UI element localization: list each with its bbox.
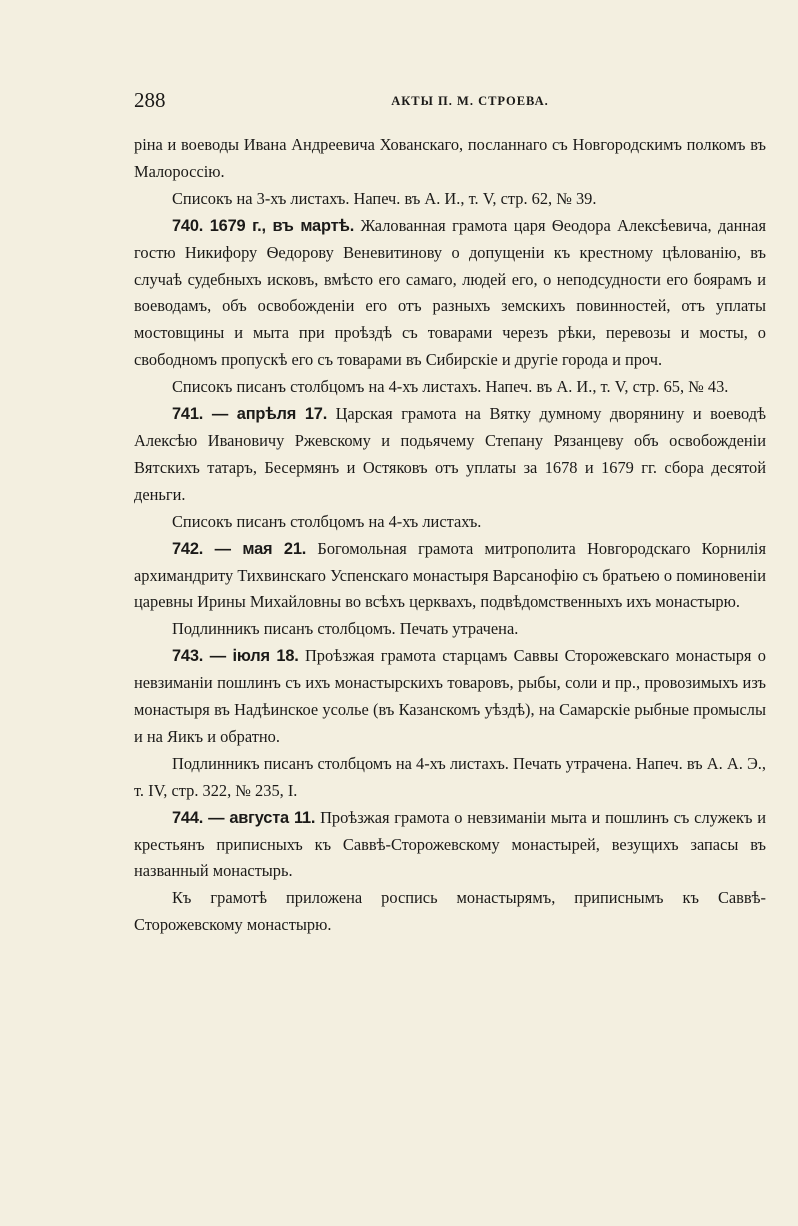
entry-744 [134, 805, 766, 886]
entry-heading: 743. — іюля 18. [172, 647, 299, 666]
document-page [134, 88, 766, 939]
running-head: АКТЫ П. М. СТРОЕВА. [391, 94, 549, 108]
entry-text: Царская грамота на Вятку думному дворянину и воеводѣ Алексѣю Ивановичу Ржевскому и подьячему Степану Рязанцеву объ освобожденіи Вятскихъ татаръ, Бесермянъ и Остяковъ отъ уплаты за 1678 и 1679 гг. сбора десятой деньги. [134, 404, 766, 504]
paragraph-text: Списокъ писанъ столбцомъ на 4-хъ листахъ. [172, 511, 482, 531]
paragraph-source-note [134, 186, 766, 213]
paragraph-source-note [134, 885, 766, 939]
entry-heading: 740. 1679 г., въ мартѣ. [172, 216, 355, 235]
entry-text: Жалованная грамота царя Ѳеодора Алексѣевича, данная гостю Никифору Ѳедорову Веневитинову о допущеніи къ крестному цѣлованію, въ случаѣ судебныхъ исковъ, вмѣсто его самаго, людей его, о неподсудности его боярамъ и воеводамъ, объ освобожденіи его отъ разныхъ земскихъ повинностей, отъ уплаты мостовщины и мыта при проѣздѣ съ товарами черезъ рѣки, перевозы и мосты, о свободномъ пропускѣ его съ товарами въ Сибирскіе и другіе города и проч. [134, 215, 766, 370]
entry-heading: 744. — августа 11. [172, 808, 316, 827]
entry-text: Богомольная грамота митрополита Новгородскаго Корнилія архимандриту Тихвинскаго Успенскаго монастыря Варсанофію съ братьею о поминовеніи царевны Ирины Михайловны во всѣхъ церквахъ, подвѣдомственныхъ ихъ монастырю. [134, 538, 767, 612]
paragraph-source-note [134, 374, 766, 401]
paragraph-text: Списокъ на 3-хъ листахъ. Напеч. въ А. И., т. V, стр. 62, № 39. [172, 188, 597, 208]
paragraph-text: ріна и воеводы Ивана Андреевича Хованскаго, посланнаго съ Новгородскимъ полкомъ въ Малороссію. [134, 135, 766, 181]
paragraph-text: Къ грамотѣ приложена роспись монастырямъ, приписнымъ къ Саввѣ-Сторожевскому монастырю. [134, 888, 766, 935]
entry-740 [134, 213, 766, 374]
paragraph-text: Списокъ писанъ столбцомъ на 4-хъ листахъ. Напеч. въ А. И., т. V, стр. 65, № 43. [172, 377, 729, 397]
entry-741 [134, 401, 766, 509]
paragraph-continuation [134, 132, 766, 186]
paragraph-source-note [134, 616, 766, 643]
entry-743 [134, 643, 766, 751]
entry-text: Проѣзжая грамота о невзиманіи мыта и пошлинъ съ служекъ и крестьянъ приписныхъ къ Саввѣ-Сторожевскому монастырей, везущихъ запасы въ названный монастырь. [134, 807, 766, 881]
entry-text: Проѣзжая грамота старцамъ Саввы Сторожевскаго монастыря о невзиманіи пошлинъ съ ихъ монастырскихъ товаровъ, рыбы, соли и пр., провозимыхъ изъ монастыря въ Надѣинское усолье (въ Казанскомъ уѣздѣ), на Самарскіе рыбные промыслы и на Яикъ и обратно. [134, 646, 766, 746]
paragraph-text: Подлинникъ писанъ столбцомъ на 4-хъ листахъ. Печать утрачена. Напеч. въ А. А. Э., т. IV, стр. 322, № 235, I. [134, 753, 766, 800]
paragraph-text: Подлинникъ писанъ столбцомъ. Печать утрачена. [172, 619, 519, 639]
page-number: 288 [134, 88, 166, 112]
paragraph-source-note [134, 509, 766, 536]
entry-742 [134, 536, 766, 617]
page-header [134, 88, 766, 118]
entry-heading: 742. — мая 21. [172, 539, 307, 558]
entry-heading: 741. — апрѣля 17. [172, 405, 328, 424]
paragraph-source-note [134, 751, 766, 805]
